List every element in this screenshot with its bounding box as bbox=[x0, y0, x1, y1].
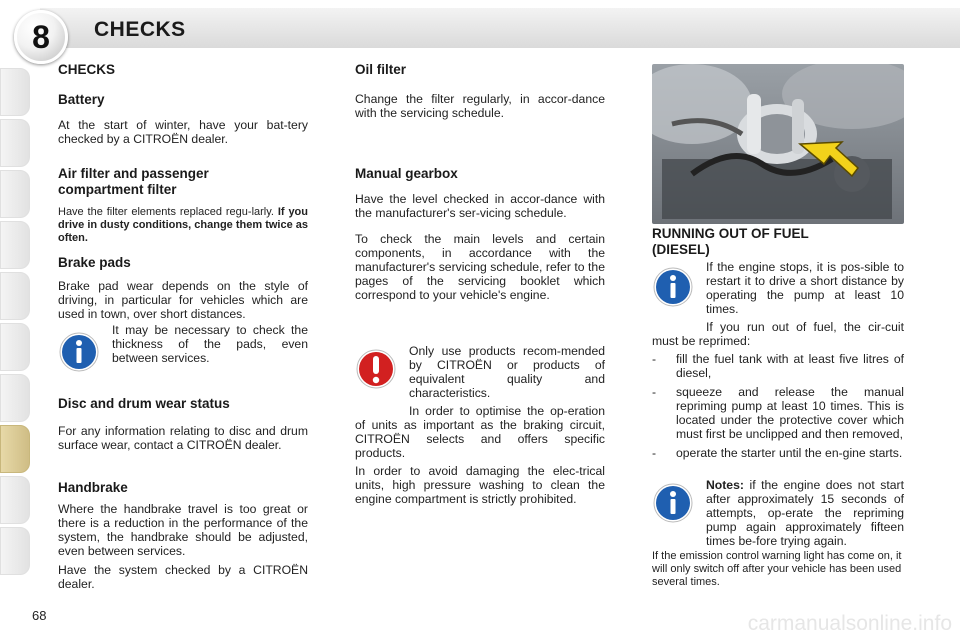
disc-text: For any information relating to disc and drum surface wear, contact a CITROËN dealer. bbox=[58, 424, 308, 452]
chapter-tab[interactable] bbox=[0, 170, 30, 218]
chapter-tab[interactable] bbox=[0, 272, 30, 320]
chapter-tab[interactable] bbox=[0, 68, 30, 116]
info-icon bbox=[58, 331, 100, 373]
engine-photo bbox=[652, 64, 904, 224]
info-icon bbox=[652, 266, 694, 308]
warning-text-2: In order to optimise the op-eration of units as important as the braking circuit, CITROËN selects and offers specific products. bbox=[355, 404, 605, 460]
section-title-checks: CHECKS bbox=[58, 62, 116, 77]
fuel-info-text-1: If the engine stops, it is pos-sible to restart it to drive a short distance by operating the pump at least 10 times. bbox=[706, 260, 904, 316]
chapter-tab[interactable] bbox=[0, 476, 30, 524]
info-icon-wrap bbox=[652, 478, 706, 548]
section-title-brake-pads: Brake pads bbox=[58, 255, 131, 270]
step-text: squeeze and release the manual repriming pump at least 10 times. This is located under the protective cover which must first be unclipped and then removed, bbox=[676, 385, 904, 441]
levels-text: To check the main levels and certain components, in accordance with the manufacturer's servicing schedule, refer to the pages of the servicing booklet which correspond to your vehicle's engine. bbox=[355, 232, 605, 302]
battery-text: At the start of winter, have your bat-tery checked by a CITROËN dealer. bbox=[58, 118, 308, 146]
step-text: operate the starter until the en-gine starts. bbox=[676, 446, 903, 460]
right-column bbox=[652, 226, 904, 589]
reprime-steps-list bbox=[652, 352, 904, 460]
air-filter-text-b: If you drive in dusty conditions, change them twice as often. bbox=[58, 206, 308, 244]
list-item: - operate the starter until the en-gine starts. bbox=[652, 446, 903, 460]
fuel-info-note bbox=[652, 260, 904, 316]
step-text: fill the fuel tank with at least five litres of diesel, bbox=[676, 352, 904, 380]
info-icon-wrap bbox=[652, 260, 706, 316]
handbrake-text-1: Where the handbrake travel is too great or there is a reduction in the performance of the system, the handbrake should be adjusted, even between services. bbox=[58, 502, 308, 558]
page-header bbox=[0, 0, 960, 60]
brake-text: Brake pad wear depends on the style of driving, in particular for vehicles which are used in town, over short distances. bbox=[58, 279, 308, 321]
chapter-tab[interactable] bbox=[0, 374, 30, 422]
notes-small-text: If the emission control warning light has come on, it will only switch off after your vehicle has been used several times. bbox=[652, 550, 902, 588]
handbrake-text-2: Have the system checked by a CITROËN dealer. bbox=[58, 563, 308, 591]
chapter-tab-active[interactable] bbox=[0, 425, 30, 473]
section-title-running-out-of-fuel bbox=[652, 226, 904, 258]
warning-icon-wrap bbox=[355, 344, 409, 400]
chapter-tab[interactable] bbox=[0, 527, 30, 575]
fuel-title-line1: RUNNING OUT OF FUEL bbox=[652, 226, 809, 241]
brake-info-note bbox=[58, 323, 308, 376]
chapter-tab[interactable] bbox=[0, 119, 30, 167]
section-title-manual-gearbox: Manual gearbox bbox=[355, 166, 458, 181]
chapter-tab[interactable] bbox=[0, 221, 30, 269]
air-filter-text bbox=[58, 206, 308, 245]
warning-note bbox=[355, 344, 605, 400]
warning-text-3: In order to avoid damaging the elec-trical units, high pressure washing to clean the engine compartment is strictly prohibited. bbox=[355, 464, 605, 506]
chapter-tabs bbox=[0, 68, 34, 578]
gearbox-text: Have the level checked in accor-dance with the manufacturer's ser-vicing schedule. bbox=[355, 192, 605, 220]
notes-body: if the engine does not start after approximately 15 seconds of attempts, op-erate the repriming pump again approximately fifteen times be-fore trying again. bbox=[706, 478, 904, 548]
section-title-disc-drum: Disc and drum wear status bbox=[58, 396, 230, 411]
oil-text: Change the filter regularly, in accor-dance with the servicing schedule. bbox=[355, 92, 605, 120]
fuel-title-line2: (DIESEL) bbox=[652, 242, 710, 257]
air-filter-title-line2: compartment filter bbox=[58, 182, 177, 197]
watermark: carmanualsonline.info bbox=[747, 612, 952, 635]
list-item: - fill the fuel tank with at least five litres of diesel, bbox=[652, 352, 904, 380]
notes-info-note bbox=[652, 478, 904, 548]
chapter-number-badge: 8 bbox=[14, 10, 68, 64]
engine-photo-illustration bbox=[652, 64, 904, 224]
middle-column bbox=[355, 62, 605, 506]
section-title-handbrake: Handbrake bbox=[58, 480, 128, 495]
air-filter-title-line1: Air filter and passenger bbox=[58, 166, 209, 181]
exclamation-icon bbox=[355, 348, 397, 390]
section-title-battery: Battery bbox=[58, 92, 105, 107]
info-icon bbox=[652, 482, 694, 524]
left-column bbox=[58, 62, 308, 591]
fuel-info-text-2: If you run out of fuel, the cir-cuit must be reprimed: bbox=[652, 320, 904, 348]
info-icon-wrap bbox=[58, 323, 112, 376]
page-title: CHECKS bbox=[94, 18, 186, 41]
notes-label: Notes: bbox=[706, 478, 744, 492]
section-title-oil-filter: Oil filter bbox=[355, 62, 407, 77]
page-number: 68 bbox=[32, 608, 47, 623]
air-filter-text-a: Have the filter elements replaced regu-larly. bbox=[58, 206, 274, 218]
brake-info-text: It may be necessary to check the thickness of the pads, even between services. bbox=[112, 323, 308, 365]
list-item: - squeeze and release the manual repriming pump at least 10 times. This is located under the protective cover which must first be unclipped and then removed, bbox=[652, 385, 904, 441]
notes-text bbox=[706, 478, 904, 548]
warning-text-1: Only use products recom-mended by CITROËN or products of equivalent quality and characteristics. bbox=[409, 344, 605, 400]
chapter-tab[interactable] bbox=[0, 323, 30, 371]
section-title-air-filter bbox=[58, 166, 308, 198]
